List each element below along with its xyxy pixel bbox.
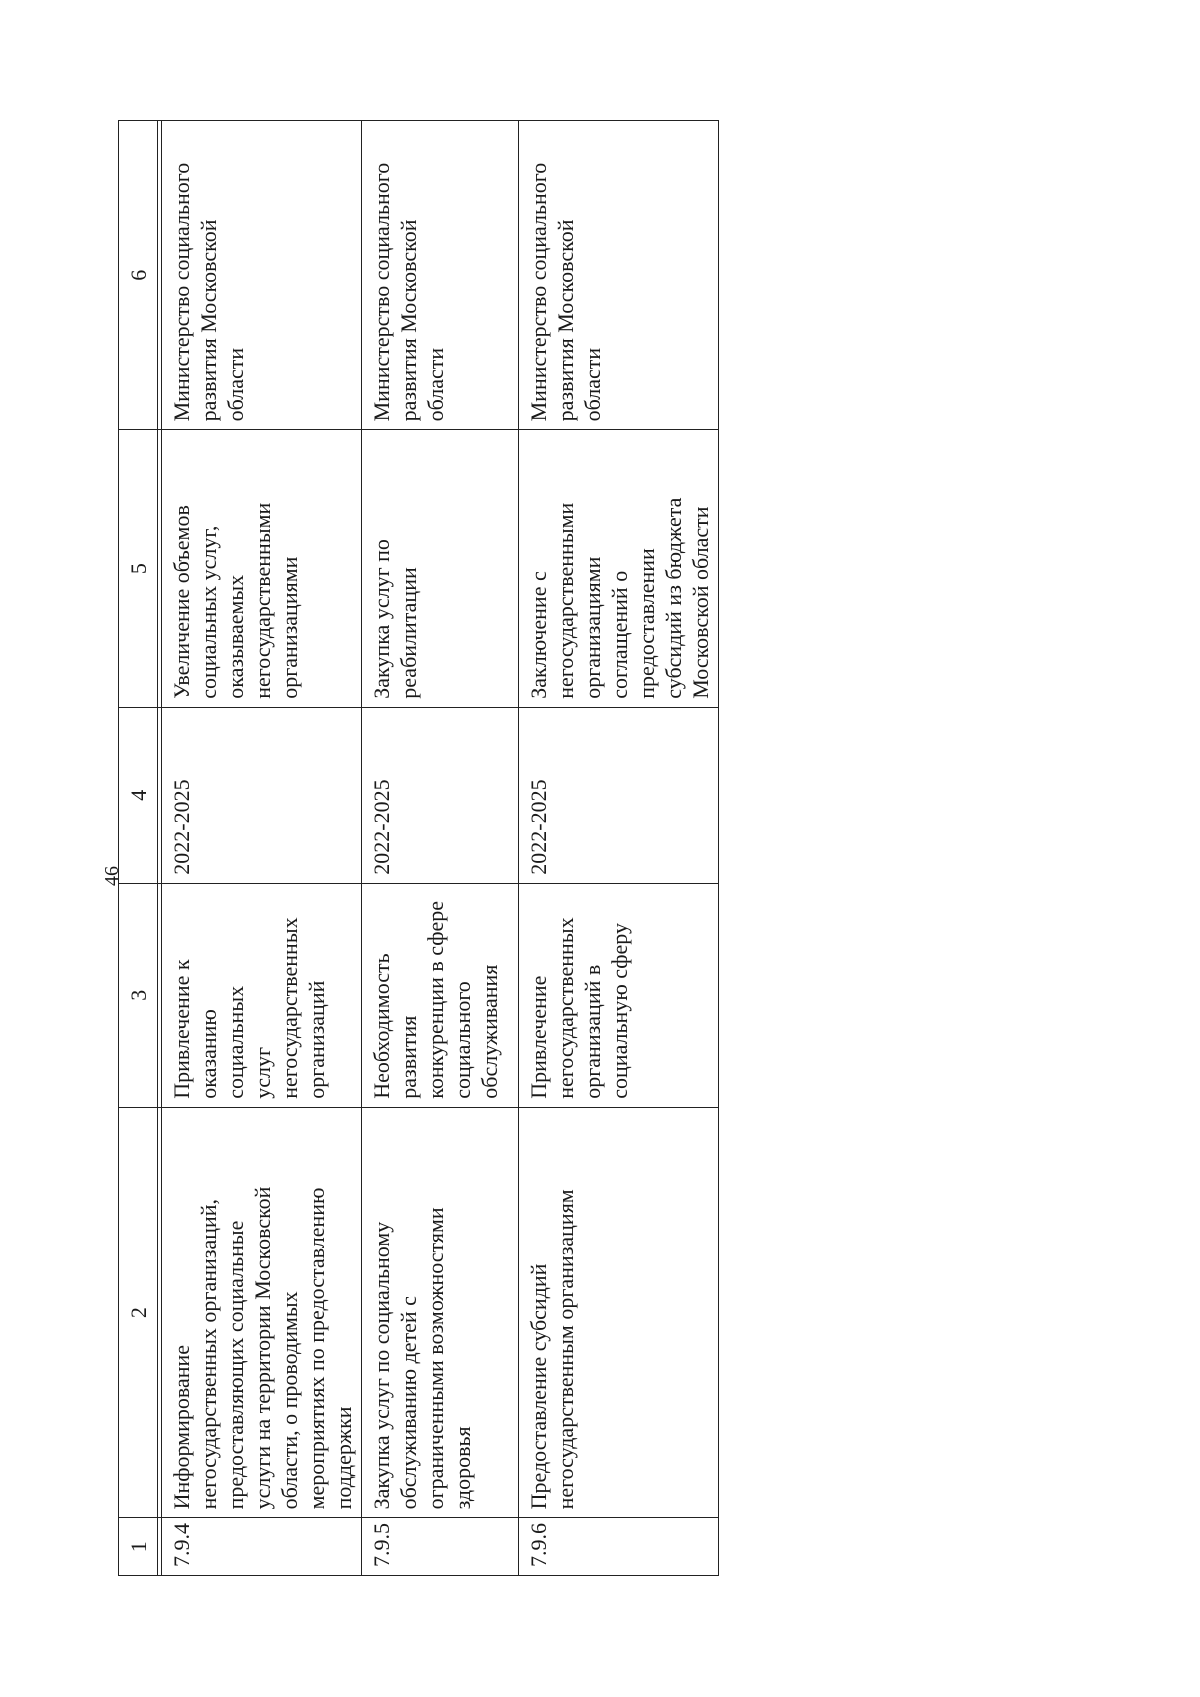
header-col-1: 1 xyxy=(119,1518,158,1576)
measure-period: 2022-2025 xyxy=(162,707,362,883)
rotated-table-container xyxy=(118,120,760,1576)
measure-name: Предоставление субсидий негосударственным организациям xyxy=(519,1107,719,1518)
row-number: 7.9.6 xyxy=(519,1518,719,1576)
header-col-2: 2 xyxy=(119,1107,158,1518)
measure-period: 2022-2025 xyxy=(362,707,519,883)
header-col-6: 6 xyxy=(119,121,158,430)
measure-result: Закупка услуг по реабилитации xyxy=(362,430,519,707)
measure-executor: Министерство социального развития Московской области xyxy=(162,121,362,430)
measure-result: Заключение с негосударственными организациями соглащений о предоставлении субсидий из бюджета Московской области xyxy=(519,430,719,707)
measure-period: 2022-2025 xyxy=(519,707,719,883)
table-row xyxy=(162,121,362,1576)
row-number: 7.9.5 xyxy=(362,1518,519,1576)
measure-name: Закупка услуг по социальному обслуживанию детей с ограниченными возможностями здоровья xyxy=(362,1107,519,1518)
table-header-row xyxy=(119,121,158,1576)
header-col-3: 3 xyxy=(119,883,158,1107)
measure-result: Увеличение объемов социальных услуг, оказываемых негосударственными организациями xyxy=(162,430,362,707)
measures-table xyxy=(118,120,719,1576)
measure-executor: Министерство социального развития Московской области xyxy=(519,121,719,430)
measure-reason: Необходимость развития конкуренции в сфере социального обслуживания xyxy=(362,883,519,1107)
header-col-4: 4 xyxy=(119,707,158,883)
measure-name: Информирование негосударственных организаций, предоставляющих социальные услуги на территории Московской области, о проводимых мероприятиях по предоставлению поддержки xyxy=(162,1107,362,1518)
page-number: 46 xyxy=(100,866,123,886)
header-col-5: 5 xyxy=(119,430,158,707)
table-row xyxy=(519,121,719,1576)
measure-reason: Привлечение к оказанию социальных услуг негосударственных организаций xyxy=(162,883,362,1107)
table-row xyxy=(362,121,519,1576)
row-number: 7.9.4 xyxy=(162,1518,362,1576)
measure-reason: Привлечение негосударственных организаций в социальную сферу xyxy=(519,883,719,1107)
measure-executor: Министерство социального развития Московской области xyxy=(362,121,519,430)
